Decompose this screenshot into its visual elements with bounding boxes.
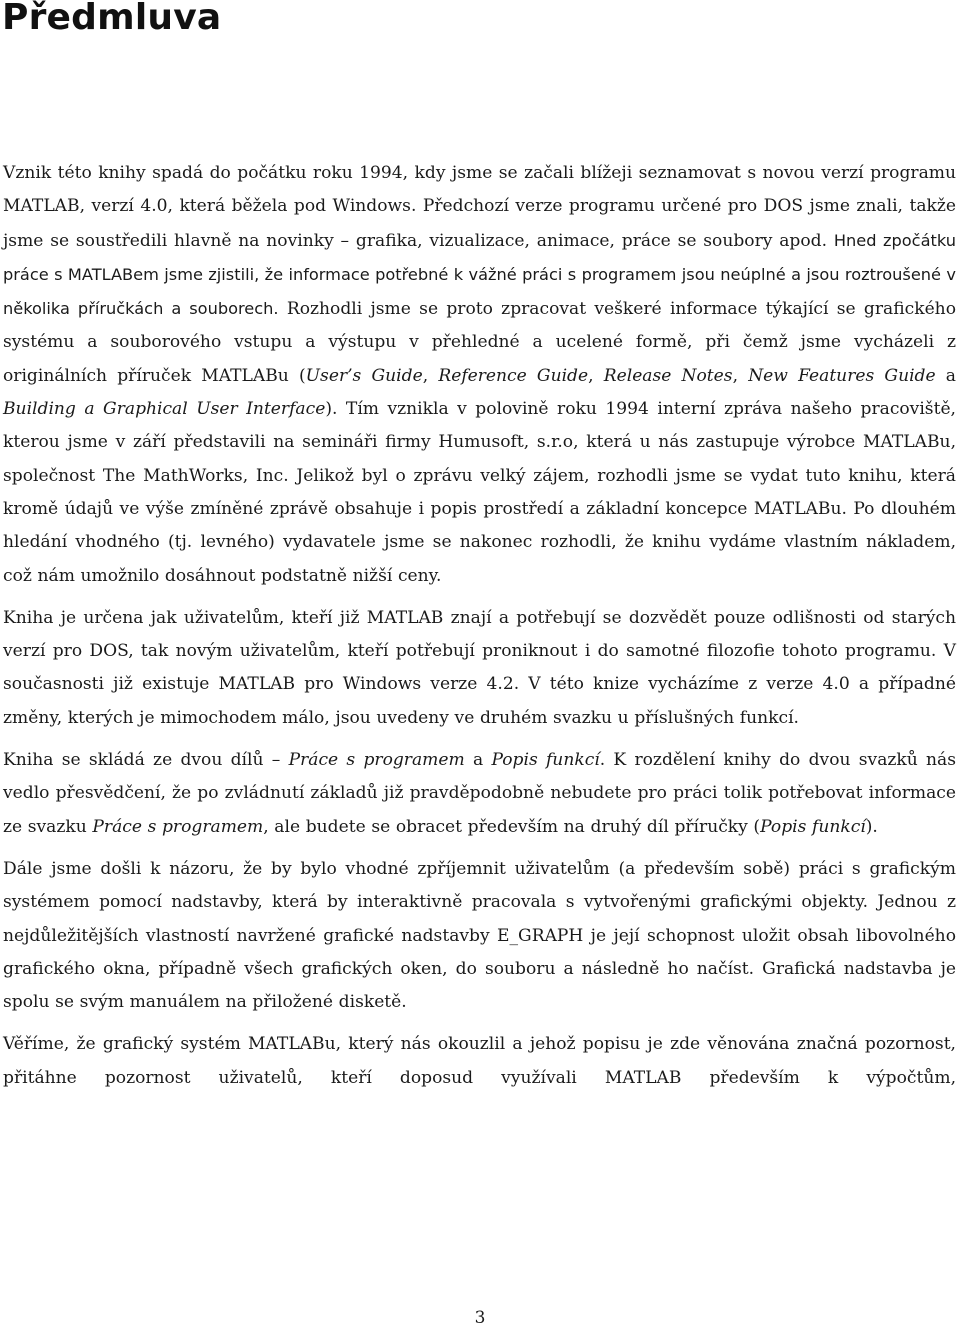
italic-text: Práce s programem <box>288 750 465 771</box>
italic-text: Release Notes <box>603 365 733 386</box>
text-run: a <box>464 750 492 771</box>
text-run: ). <box>865 816 878 837</box>
italic-text: New Features Guide <box>748 365 936 386</box>
paragraph <box>3 853 956 1019</box>
text-run: Kniha je určena jak uživatelům, kteří již MATLAB znají a potřebují se dozvědět pouze odlišnosti od starých verzí pro DOS, tak novým uživatelům, kteří potřebují proniknout i do samotné filozofie tohoto programu. V současnosti již existuje MATLAB pro Windows verze 4.2. V této knize vycházíme z verze 4.0 a případné změny, kterých je mimochodem málo, jsou uvedeny ve druhém svazku u příslušných funkcí. <box>3 607 956 728</box>
sans-text: Hned zpočátku práce s MATLABem jsme zjistili, že informace potřebné k vážné práci s programem jsou neúplné a jsou roztroušené v několika příručkách a souborech. <box>3 230 956 319</box>
italic-text: Building a Graphical User Interface <box>3 399 326 420</box>
text-run: ). Tím vznikla v polovině roku 1994 interní zpráva našeho pracoviště, kterou jsme v září představili na semináři firmy Humusoft, s.r.o, která u nás zastupuje výrobce MATLABu, společnost The MathWorks, Inc. Jelikož byl o zprávu velký zájem, rozhodli jsme se vydat tuto knihu, která kromě údajů ve výše zmíněné zprávě obsahuje i popis prostředí a základní koncepce MATLABu. Po dlouhém hledání vhodného (tj. levného) vydavatele jsme se nakonec rozhodli, že knihu vydáme vlastním nákladem, což nám umožnilo dosáhnout podstatně nižší ceny. <box>3 399 956 586</box>
italic-text: Práce s programem <box>92 816 264 837</box>
chapter-title: Předmluva <box>2 0 222 38</box>
italic-text: User’s Guide <box>305 365 423 386</box>
paragraph <box>3 157 956 593</box>
text-run: Věříme, že grafický systém MATLABu, který nás okouzlil a jehož popisu je zde věnována značná pozornost, přitáhne pozornost uživatelů, kteří doposud využívali MATLAB především k výpočtům, <box>3 1034 956 1088</box>
text-run: Rozhodli jsme se proto zpracovat veškeré informace týkající se grafického systému a souborového vstupu a výstupu v přehledné a ucelené formě, při čemž jsme vycházeli z originálních příruček MATLABu ( <box>3 299 956 386</box>
text-run: , ale budete se obracet především na druhý díl příručky ( <box>263 816 761 837</box>
italic-text: Popis funkcí <box>760 816 866 837</box>
italic-text: Popis funkcí <box>491 750 600 771</box>
body-text <box>3 157 956 1104</box>
italic-text: Reference Guide <box>438 365 589 386</box>
text-run: , <box>588 365 604 386</box>
text-run: , <box>732 365 749 386</box>
paragraph <box>3 602 956 735</box>
text-run: Kniha se skládá ze dvou dílů – <box>3 750 289 771</box>
text-run: a <box>935 365 956 386</box>
text-run: Vznik této knihy spadá do počátku roku 1994, kdy jsme se začali blížeji seznamovat s novou verzí programu MATLAB, verzí 4.0, která běžela pod Windows. Předchozí verze programu určené pro DOS jsme znali, takže jsme se soustředili hlavně na novinky – grafika, vizualizace, animace, práce se soubory apod. <box>3 163 956 251</box>
text-run: Dále jsme došli k názoru, že by bylo vhodné zpříjemnit uživatelům (a především sobě) práci s grafickým systémem pomocí nadstavby, která by interaktivně pracovala s vytvořenými grafickými objekty. Jednou z nejdůležitějších vlastností navržené grafické nadstavby E_GRAPH je její schopnost uložit obsah libovolného grafického okna, případně všech grafických oken, do souboru a následně ho načíst. Grafická nadstavba je spolu se svým manuálem na přiložené disketě. <box>3 858 956 1013</box>
text-run: , <box>422 365 439 386</box>
text-run: . K rozdělení knihy do dvou svazků nás vedlo přesvědčení, že po zvládnutí základů již pravděpodobně nebudete pro práci tolik potřebovat informace ze svazku <box>3 750 956 837</box>
paragraph <box>3 744 956 844</box>
paragraph <box>3 1028 956 1095</box>
page-number: 3 <box>474 1308 486 1328</box>
